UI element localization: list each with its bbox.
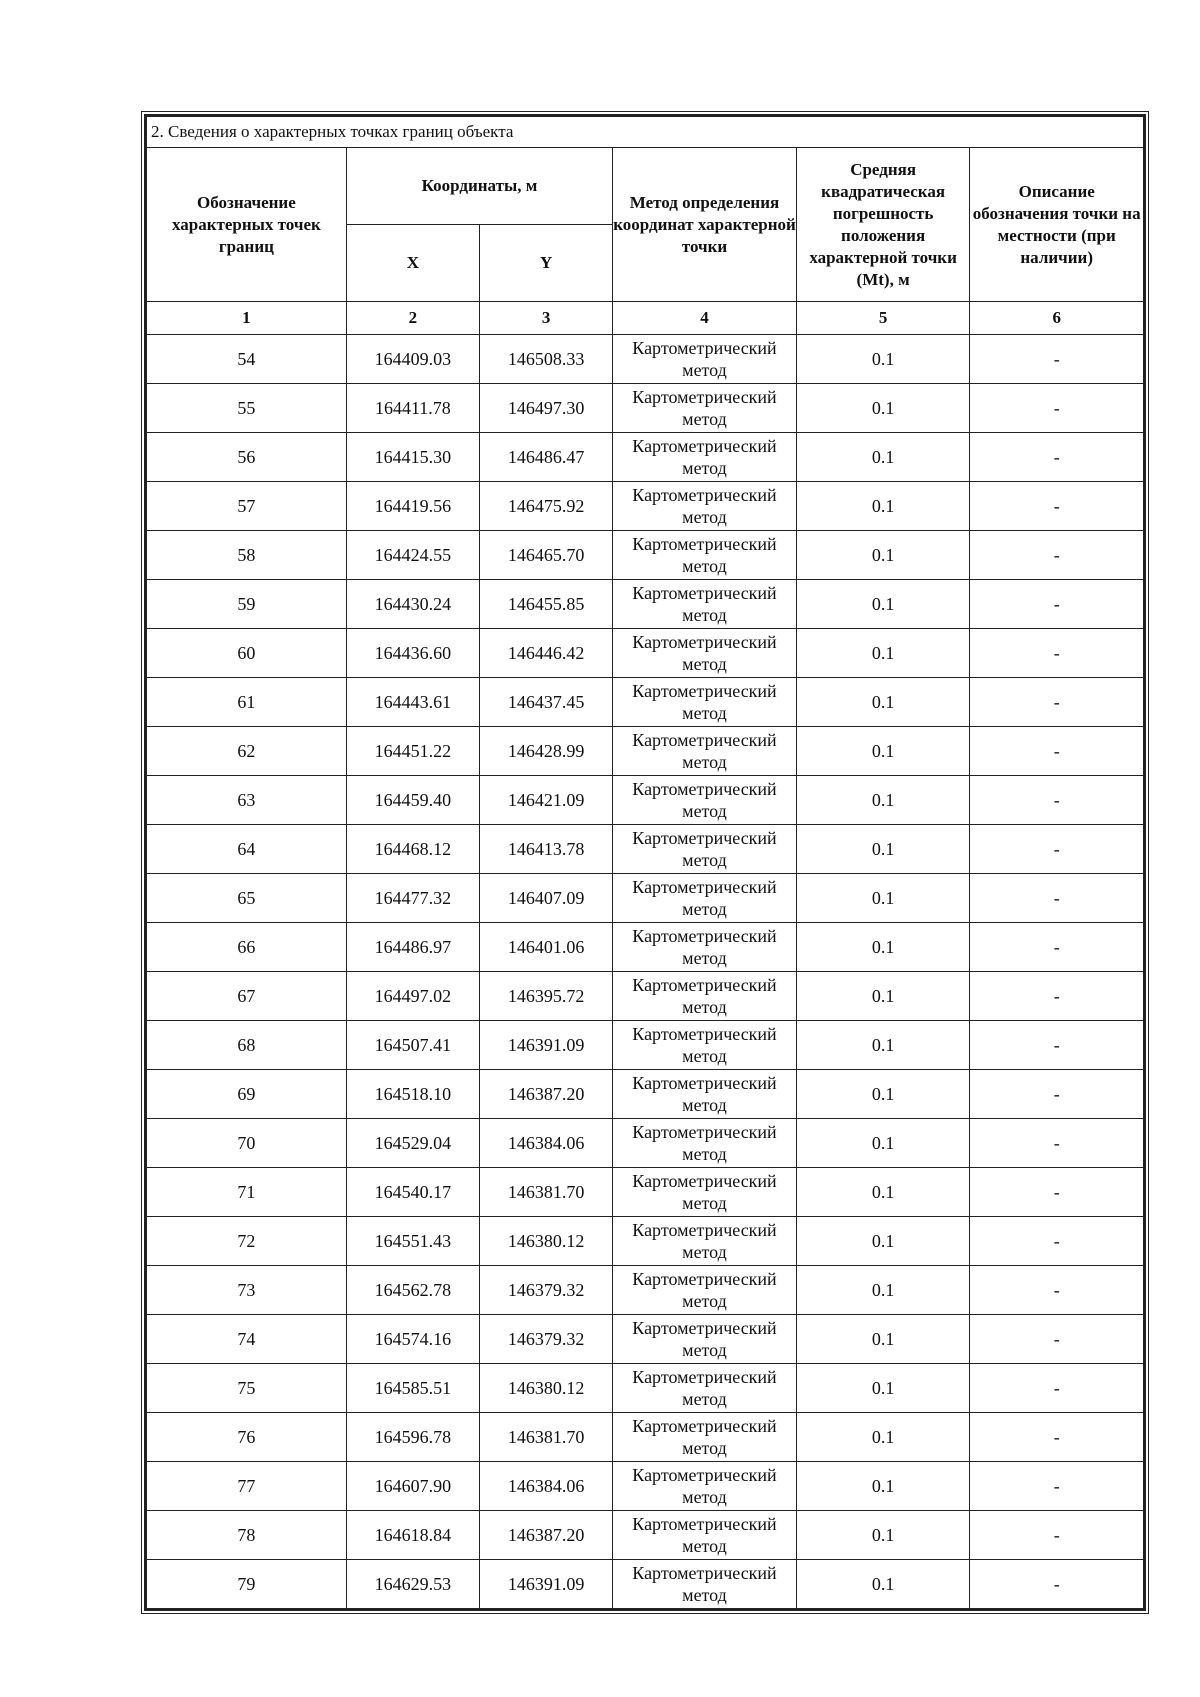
y-coordinate-cell: 146387.20: [479, 1070, 612, 1119]
y-coordinate-cell: 146401.06: [479, 923, 612, 972]
accuracy-cell: 0.1: [796, 384, 970, 433]
y-coordinate-cell: 146379.32: [479, 1266, 612, 1315]
table-row: [147, 874, 1144, 923]
point-cell: 56: [147, 433, 347, 482]
accuracy-cell: 0.1: [796, 972, 970, 1021]
description-cell: -: [970, 1413, 1144, 1462]
method-cell: Картометрический метод: [613, 1168, 797, 1217]
point-cell: 74: [147, 1315, 347, 1364]
table-row: [147, 335, 1144, 384]
table-row: [147, 1266, 1144, 1315]
point-cell: 67: [147, 972, 347, 1021]
description-cell: -: [970, 1070, 1144, 1119]
x-coordinate-cell: 164409.03: [346, 335, 479, 384]
document-frame: [144, 114, 1146, 1611]
description-cell: -: [970, 776, 1144, 825]
description-cell: -: [970, 1560, 1144, 1609]
y-coordinate-cell: 146421.09: [479, 776, 612, 825]
table-row: [147, 384, 1144, 433]
y-coordinate-cell: 146486.47: [479, 433, 612, 482]
x-coordinate-cell: 164618.84: [346, 1511, 479, 1560]
table-row: [147, 1511, 1144, 1560]
table-row: [147, 1070, 1144, 1119]
y-coordinate-cell: 146391.09: [479, 1021, 612, 1070]
point-cell: 63: [147, 776, 347, 825]
point-cell: 58: [147, 531, 347, 580]
accuracy-cell: 0.1: [796, 923, 970, 972]
accuracy-cell: 0.1: [796, 1217, 970, 1266]
x-coordinate-cell: 164596.78: [346, 1413, 479, 1462]
method-cell: Картометрический метод: [613, 1413, 797, 1462]
accuracy-cell: 0.1: [796, 433, 970, 482]
accuracy-cell: 0.1: [796, 1560, 970, 1609]
header-y: Y: [479, 225, 612, 302]
x-coordinate-cell: 164415.30: [346, 433, 479, 482]
description-cell: -: [970, 1168, 1144, 1217]
point-cell: 76: [147, 1413, 347, 1462]
accuracy-cell: 0.1: [796, 1266, 970, 1315]
column-number: 3: [479, 302, 612, 335]
y-coordinate-cell: 146413.78: [479, 825, 612, 874]
table-row: [147, 1168, 1144, 1217]
x-coordinate-cell: 164451.22: [346, 727, 479, 776]
point-cell: 78: [147, 1511, 347, 1560]
description-cell: -: [970, 580, 1144, 629]
y-coordinate-cell: 146455.85: [479, 580, 612, 629]
y-coordinate-cell: 146465.70: [479, 531, 612, 580]
accuracy-cell: 0.1: [796, 678, 970, 727]
y-coordinate-cell: 146384.06: [479, 1462, 612, 1511]
method-cell: Картометрический метод: [613, 972, 797, 1021]
table-row: [147, 776, 1144, 825]
header-coords: Координаты, м: [346, 148, 612, 225]
method-cell: Картометрический метод: [613, 1315, 797, 1364]
method-cell: Картометрический метод: [613, 776, 797, 825]
method-cell: Картометрический метод: [613, 433, 797, 482]
table-row: [147, 1413, 1144, 1462]
description-cell: -: [970, 972, 1144, 1021]
table-row: [147, 1217, 1144, 1266]
accuracy-cell: 0.1: [796, 825, 970, 874]
y-coordinate-cell: 146475.92: [479, 482, 612, 531]
table-row: [147, 972, 1144, 1021]
accuracy-cell: 0.1: [796, 1070, 970, 1119]
y-coordinate-cell: 146508.33: [479, 335, 612, 384]
x-coordinate-cell: 164486.97: [346, 923, 479, 972]
point-cell: 57: [147, 482, 347, 531]
x-coordinate-cell: 164436.60: [346, 629, 479, 678]
table-row: [147, 629, 1144, 678]
accuracy-cell: 0.1: [796, 1119, 970, 1168]
table-row: [147, 531, 1144, 580]
x-coordinate-cell: 164540.17: [346, 1168, 479, 1217]
method-cell: Картометрический метод: [613, 1560, 797, 1609]
point-cell: 55: [147, 384, 347, 433]
x-coordinate-cell: 164468.12: [346, 825, 479, 874]
point-cell: 79: [147, 1560, 347, 1609]
y-coordinate-cell: 146407.09: [479, 874, 612, 923]
x-coordinate-cell: 164551.43: [346, 1217, 479, 1266]
method-cell: Картометрический метод: [613, 874, 797, 923]
table-row: [147, 1119, 1144, 1168]
table-row: [147, 482, 1144, 531]
description-cell: -: [970, 1217, 1144, 1266]
y-coordinate-cell: 146497.30: [479, 384, 612, 433]
x-coordinate-cell: 164562.78: [346, 1266, 479, 1315]
accuracy-cell: 0.1: [796, 629, 970, 678]
table-row: [147, 580, 1144, 629]
accuracy-cell: 0.1: [796, 482, 970, 531]
point-cell: 69: [147, 1070, 347, 1119]
accuracy-cell: 0.1: [796, 1462, 970, 1511]
table-row: [147, 433, 1144, 482]
description-cell: -: [970, 629, 1144, 678]
section-title: 2. Сведения о характерных точках границ объекта: [147, 117, 1144, 148]
y-coordinate-cell: 146380.12: [479, 1217, 612, 1266]
method-cell: Картометрический метод: [613, 1462, 797, 1511]
point-cell: 70: [147, 1119, 347, 1168]
point-cell: 59: [147, 580, 347, 629]
point-cell: 65: [147, 874, 347, 923]
description-cell: -: [970, 433, 1144, 482]
table-row: [147, 1462, 1144, 1511]
method-cell: Картометрический метод: [613, 580, 797, 629]
point-cell: 66: [147, 923, 347, 972]
y-coordinate-cell: 146387.20: [479, 1511, 612, 1560]
description-cell: -: [970, 482, 1144, 531]
point-cell: 54: [147, 335, 347, 384]
header-x: X: [346, 225, 479, 302]
table-row: [147, 678, 1144, 727]
table-row: [147, 1560, 1144, 1609]
point-cell: 60: [147, 629, 347, 678]
method-cell: Картометрический метод: [613, 531, 797, 580]
method-cell: Картометрический метод: [613, 335, 797, 384]
table-row: [147, 825, 1144, 874]
x-coordinate-cell: 164497.02: [346, 972, 479, 1021]
description-cell: -: [970, 1266, 1144, 1315]
description-cell: -: [970, 1021, 1144, 1070]
y-coordinate-cell: 146381.70: [479, 1413, 612, 1462]
description-cell: -: [970, 1462, 1144, 1511]
description-cell: -: [970, 1511, 1144, 1560]
method-cell: Картометрический метод: [613, 1217, 797, 1266]
method-cell: Картометрический метод: [613, 1511, 797, 1560]
method-cell: Картометрический метод: [613, 727, 797, 776]
method-cell: Картометрический метод: [613, 825, 797, 874]
x-coordinate-cell: 164607.90: [346, 1462, 479, 1511]
x-coordinate-cell: 164424.55: [346, 531, 479, 580]
y-coordinate-cell: 146379.32: [479, 1315, 612, 1364]
accuracy-cell: 0.1: [796, 1364, 970, 1413]
table-row: [147, 1021, 1144, 1070]
y-coordinate-cell: 146380.12: [479, 1364, 612, 1413]
column-numbers-row: [147, 302, 1144, 335]
y-coordinate-cell: 146395.72: [479, 972, 612, 1021]
y-coordinate-cell: 146384.06: [479, 1119, 612, 1168]
description-cell: -: [970, 923, 1144, 972]
accuracy-cell: 0.1: [796, 1413, 970, 1462]
point-cell: 68: [147, 1021, 347, 1070]
column-number: 4: [613, 302, 797, 335]
column-number: 1: [147, 302, 347, 335]
x-coordinate-cell: 164419.56: [346, 482, 479, 531]
description-cell: -: [970, 531, 1144, 580]
description-cell: -: [970, 874, 1144, 923]
point-cell: 61: [147, 678, 347, 727]
y-coordinate-cell: 146446.42: [479, 629, 612, 678]
description-cell: -: [970, 727, 1144, 776]
description-cell: -: [970, 678, 1144, 727]
y-coordinate-cell: 146381.70: [479, 1168, 612, 1217]
method-cell: Картометрический метод: [613, 1364, 797, 1413]
method-cell: Картометрический метод: [613, 1070, 797, 1119]
header-accuracy: Средняя квадратическая погрешность положения характерной точки (Mt), м: [796, 148, 970, 302]
column-number: 6: [970, 302, 1144, 335]
accuracy-cell: 0.1: [796, 1021, 970, 1070]
point-cell: 75: [147, 1364, 347, 1413]
y-coordinate-cell: 146428.99: [479, 727, 612, 776]
x-coordinate-cell: 164507.41: [346, 1021, 479, 1070]
x-coordinate-cell: 164629.53: [346, 1560, 479, 1609]
description-cell: -: [970, 1315, 1144, 1364]
accuracy-cell: 0.1: [796, 1511, 970, 1560]
header-description: Описание обозначения точки на местности (при наличии): [970, 148, 1144, 302]
accuracy-cell: 0.1: [796, 1168, 970, 1217]
x-coordinate-cell: 164477.32: [346, 874, 479, 923]
table-body: [147, 335, 1144, 1609]
column-number: 5: [796, 302, 970, 335]
point-cell: 73: [147, 1266, 347, 1315]
y-coordinate-cell: 146437.45: [479, 678, 612, 727]
table-row: [147, 727, 1144, 776]
accuracy-cell: 0.1: [796, 776, 970, 825]
description-cell: -: [970, 335, 1144, 384]
method-cell: Картометрический метод: [613, 1266, 797, 1315]
accuracy-cell: 0.1: [796, 1315, 970, 1364]
x-coordinate-cell: 164411.78: [346, 384, 479, 433]
accuracy-cell: 0.1: [796, 580, 970, 629]
method-cell: Картометрический метод: [613, 482, 797, 531]
method-cell: Картометрический метод: [613, 1119, 797, 1168]
description-cell: -: [970, 1364, 1144, 1413]
y-coordinate-cell: 146391.09: [479, 1560, 612, 1609]
x-coordinate-cell: 164459.40: [346, 776, 479, 825]
point-cell: 64: [147, 825, 347, 874]
accuracy-cell: 0.1: [796, 335, 970, 384]
point-cell: 71: [147, 1168, 347, 1217]
x-coordinate-cell: 164443.61: [346, 678, 479, 727]
x-coordinate-cell: 164430.24: [346, 580, 479, 629]
header-point: Обозначение характерных точек границ: [147, 148, 347, 302]
x-coordinate-cell: 164518.10: [346, 1070, 479, 1119]
method-cell: Картометрический метод: [613, 923, 797, 972]
accuracy-cell: 0.1: [796, 531, 970, 580]
point-cell: 77: [147, 1462, 347, 1511]
description-cell: -: [970, 825, 1144, 874]
method-cell: Картометрический метод: [613, 629, 797, 678]
header-method: Метод определения координат характерной точки: [613, 148, 797, 302]
table-row: [147, 1364, 1144, 1413]
x-coordinate-cell: 164585.51: [346, 1364, 479, 1413]
table-row: [147, 923, 1144, 972]
description-cell: -: [970, 384, 1144, 433]
x-coordinate-cell: 164529.04: [346, 1119, 479, 1168]
accuracy-cell: 0.1: [796, 874, 970, 923]
method-cell: Картометрический метод: [613, 384, 797, 433]
method-cell: Картометрический метод: [613, 1021, 797, 1070]
boundary-points-table: [146, 116, 1144, 1609]
description-cell: -: [970, 1119, 1144, 1168]
point-cell: 72: [147, 1217, 347, 1266]
x-coordinate-cell: 164574.16: [346, 1315, 479, 1364]
column-number: 2: [346, 302, 479, 335]
point-cell: 62: [147, 727, 347, 776]
table-row: [147, 1315, 1144, 1364]
method-cell: Картометрический метод: [613, 678, 797, 727]
accuracy-cell: 0.1: [796, 727, 970, 776]
